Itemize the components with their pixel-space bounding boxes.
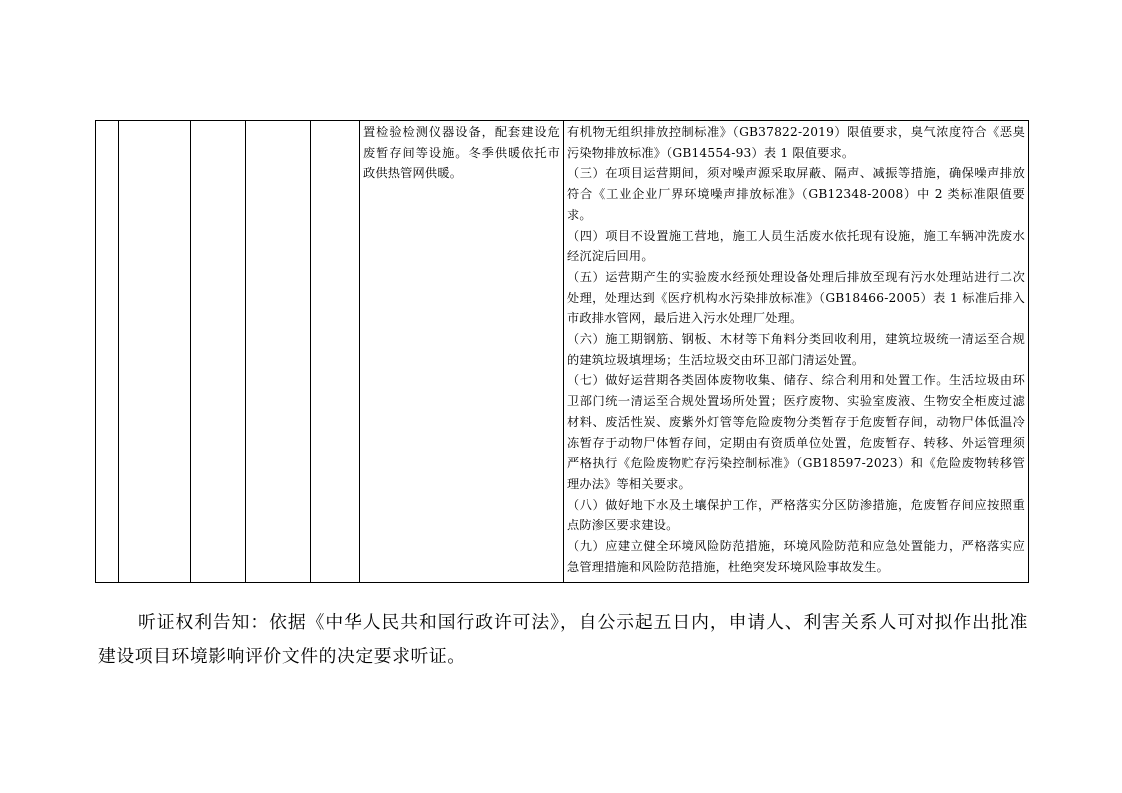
table-cell-requirements [564, 121, 1029, 583]
requirement-item: （八）做好地下水及土壤保护工作，严格落实分区防渗措施，危废暂存间应按照重点防渗区要求建设。 [567, 497, 1025, 533]
requirements-list [564, 121, 1028, 577]
requirement-item: （五）运营期产生的实验废水经预处理设备处理后排放至现有污水处理站进行二次处理，处理达到《医疗机构水污染排放标准》（GB18466-2005）表 1 标准后排入市政排水管网，最后进入污水处理厂处理。 [567, 269, 1025, 326]
requirement-item: （四）项目不设置施工营地，施工人员生活废水依托现有设施，施工车辆冲洗废水经沉淀后回用。 [567, 228, 1025, 264]
table-cell-eia-agency [311, 121, 360, 583]
table-cell-index [96, 121, 119, 583]
requirement-item: （三）在项目运营期间，须对噪声源采取屏蔽、隔声、减振等措施，确保噪声排放符合《工业企业厂界环境噪声排放标准》（GB12348-2008）中 2 类标准限值要求。 [567, 166, 1025, 222]
approval-table [95, 120, 1029, 583]
construction-content-text: 置检验检测仪器设备，配套建设危废暂存间等设施。冬季供暖依托市政供热管网供暖。 [363, 125, 560, 181]
table-cell-project-name [119, 121, 191, 583]
table-cell-location [191, 121, 246, 583]
requirement-item: （九）应建立健全环境风险防范措施，环境风险防范和应急处置能力，严格落实应急管理措施和风险防范措施，杜绝突发环境风险事故发生。 [567, 539, 1025, 574]
table-row [96, 121, 1029, 583]
table-cell-applicant [246, 121, 311, 583]
requirement-item: 有机物无组织排放控制标准》（GB37822-2019）限值要求，臭气浓度符合《恶臭污染物排放标准》（GB14554-93）表 1 限值要求。 [567, 125, 1025, 160]
table-cell-construction-content [360, 121, 564, 583]
requirement-item: （六）施工期钢筋、钢板、木材等下角料分类回收利用，建筑垃圾统一清运至合规的建筑垃圾填埋场；生活垃圾交由环卫部门清运处置。 [567, 332, 1025, 367]
hearing-rights-notice: 听证权利告知：依据《中华人民共和国行政许可法》，自公示起五日内，申请人、利害关系人可对拟作出批准建设项目环境影响评价文件的决定要求听证。 [98, 611, 1028, 668]
requirement-item: （七）做好运营期各类固体废物收集、储存、综合利用和处置工作。生活垃圾由环卫部门统一清运至合规处置场所处置；医疗废物、实验室废液、生物安全柜废过滤材料、废活性炭、废紫外灯管等危险废物分类暂存于危废暂存间，动物尸体低温冷冻暂存于动物尸体暂存间，定期由有资质单位处置，危废暂存、转移、外运管理须严格执行《危险废物贮存污染控制标准》（GB18597-2023）和《危险废物转移管理办法》等相关要求。 [567, 373, 1025, 491]
